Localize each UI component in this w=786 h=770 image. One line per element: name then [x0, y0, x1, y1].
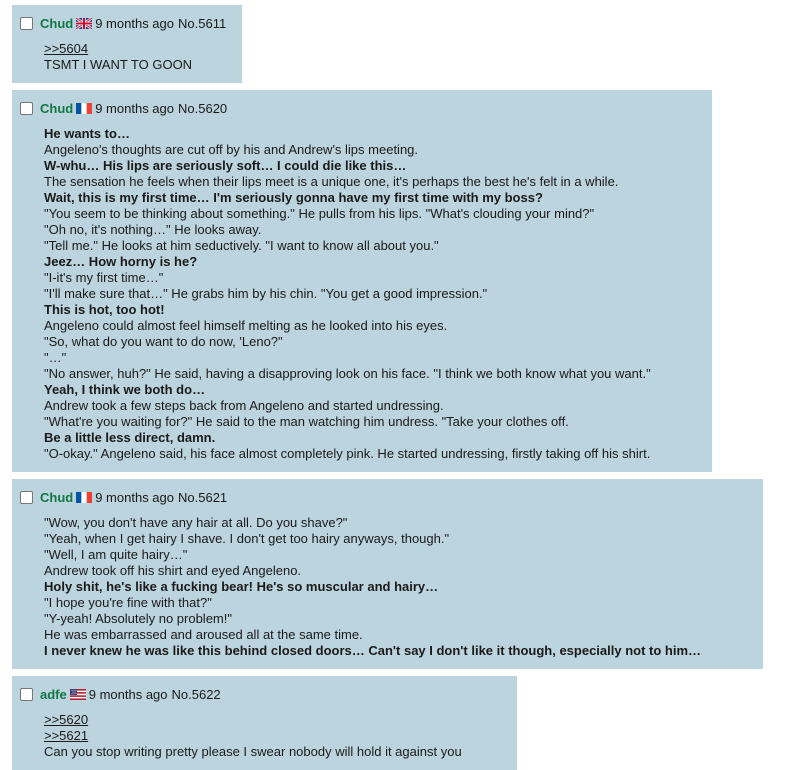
post-checkbox[interactable]	[20, 102, 33, 115]
post-text-line-bold: Holy shit, he's like a fucking bear! He's so muscular and hairy…	[44, 579, 439, 594]
poster-name: Chud	[40, 489, 74, 505]
post-text-line: "What're you waiting for?" He said to the man watching him undress. "Take your clothes off.	[44, 414, 569, 429]
france-flag-icon	[76, 103, 92, 114]
post-text-line: The sensation he feels when their lips meet is a unique one, it's perhaps the best he's felt in a while.	[44, 174, 619, 189]
france-flag-icon	[76, 492, 92, 503]
post-text-line-bold: I never knew he was like this behind closed doors… Can't say I don't like it though, especially not to him…	[44, 643, 702, 658]
post-text-line: Angeleno's thoughts are cut off by his and Andrew's lips meeting.	[44, 142, 419, 157]
post-header	[20, 15, 226, 31]
post-text-line: "Oh no, it's nothing…" He looks away.	[44, 222, 262, 237]
post-text-line: "O-okay." Angeleno said, his face almost completely pink. He started undressing, firstly taking off his shirt.	[44, 446, 651, 461]
post-header	[20, 100, 227, 116]
post-text-line: TSMT I WANT TO GOON	[44, 57, 193, 72]
post-text-line: Can you stop writing pretty please I swear nobody will hold it against you	[44, 744, 462, 759]
post-text-line-bold: Wait, this is my first time… I'm seriously gonna have my first time with my boss?	[44, 190, 543, 205]
post-body	[44, 41, 192, 73]
post-number[interactable]: No.5620	[178, 100, 228, 116]
post-text-line: "So, what do you want to do now, 'Leno?"	[44, 334, 283, 349]
quote-link[interactable]: >>5604	[44, 41, 89, 56]
post-body	[44, 712, 462, 760]
post-time: 9 months ago	[95, 100, 174, 116]
post-text-line: "No answer, huh?" He said, having a disapproving look on his face. "I think we both know what you want."	[44, 366, 651, 381]
post-text-line: Andrew took off his shirt and eyed Angeleno.	[44, 563, 302, 578]
post-time: 9 months ago	[95, 489, 174, 505]
post-text-line: "Yeah, when I get hairy I shave. I don't get too hairy anyways, though."	[44, 531, 450, 546]
uk-flag-icon	[76, 18, 92, 29]
post-text-line: "Y-yeah! Absolutely no problem!"	[44, 611, 232, 626]
poster-name: adfe	[40, 686, 67, 702]
post-text-line: "Well, I am quite hairy…"	[44, 547, 188, 562]
post-text-line-bold: This is hot, too hot!	[44, 302, 165, 317]
post-text-line-bold: W-whu… His lips are seriously soft… I could die like this…	[44, 158, 407, 173]
post-text-line: "I hope you're fine with that?"	[44, 595, 212, 610]
post-time: 9 months ago	[88, 686, 168, 702]
post-text-line-bold: He wants to…	[44, 126, 130, 141]
post-text-line: He was embarrassed and aroused all at the same time.	[44, 627, 363, 642]
post-5621	[12, 479, 763, 669]
post-text-line-bold: Jeez… How horny is he?	[44, 254, 198, 269]
post-text-line: "Wow, you don't have any hair at all. Do you shave?"	[44, 515, 348, 530]
post-5611	[12, 5, 242, 83]
post-checkbox[interactable]	[20, 17, 33, 30]
quote-link[interactable]: >>5620	[44, 712, 89, 727]
post-text-line: "I'll make sure that…" He grabs him by his chin. "You get a good impression."	[44, 286, 488, 301]
poster-name: Chud	[40, 15, 74, 31]
post-body	[44, 515, 701, 659]
post-5620	[12, 90, 712, 472]
post-text-line: "Tell me." He looks at him seductively. "I want to know all about you."	[44, 238, 439, 253]
post-text-line: "…"	[44, 350, 67, 365]
post-number[interactable]: No.5611	[178, 15, 227, 31]
post-text-line-bold: Yeah, I think we both do…	[44, 382, 206, 397]
post-time: 9 months ago	[95, 15, 174, 31]
post-number[interactable]: No.5622	[171, 686, 221, 702]
post-text-line: "You seem to be thinking about something." He pulls from his lips. "What's clouding your mind?"	[44, 206, 595, 221]
post-text-line: Andrew took a few steps back from Angeleno and started undressing.	[44, 398, 444, 413]
post-text-line: Angeleno could almost feel himself melting as he looked into his eyes.	[44, 318, 448, 333]
post-text-line: "I-it's my first time…"	[44, 270, 164, 285]
post-body	[44, 126, 651, 462]
quote-link[interactable]: >>5621	[44, 728, 89, 743]
us-flag-icon	[70, 689, 86, 700]
post-text-line-bold: Be a little less direct, damn.	[44, 430, 216, 445]
post-5622	[12, 676, 517, 770]
post-checkbox[interactable]	[20, 688, 33, 701]
post-checkbox[interactable]	[20, 491, 33, 504]
post-header	[20, 686, 221, 702]
post-number[interactable]: No.5621	[178, 489, 228, 505]
post-header	[20, 489, 227, 505]
poster-name: Chud	[40, 100, 74, 116]
